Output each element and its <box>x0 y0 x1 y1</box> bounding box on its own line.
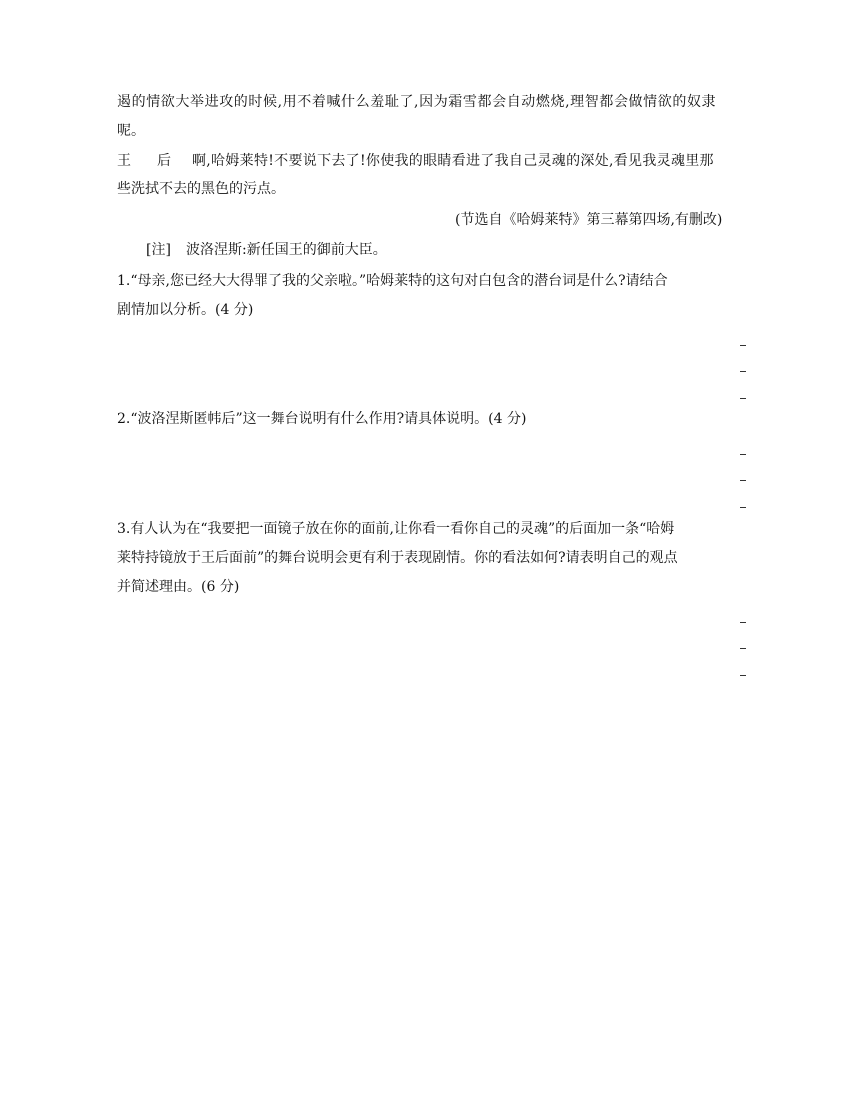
question-3-line-1: 3.有人认为在“我要把一面镜子放在你的面前,让你看一看你自己的灵魂”的后面加一条“哈姆 <box>117 521 675 537</box>
passage-line-1: 遏的情欲大举进攻的时候,用不着喊什么羞耻了,因为霜雪都会自动燃烧,理智都会做情欲的奴隶 <box>117 94 717 110</box>
answer-line[interactable] <box>740 398 746 399</box>
passage-line-2: 呢。 <box>117 123 145 139</box>
answer-line[interactable] <box>740 507 746 508</box>
answer-line[interactable] <box>740 345 746 346</box>
speaker-queen: 王后 <box>117 153 197 169</box>
queen-line-2: 些洗拭不去的黑色的污点。 <box>117 181 285 197</box>
answer-line[interactable] <box>740 675 746 676</box>
note-text: 波洛涅斯:新任国王的御前大臣。 <box>186 242 387 258</box>
source-citation: (节选自《哈姆莱特》第三幕第四场,有删改) <box>455 212 723 228</box>
question-2-line-1: 2.“波洛涅斯匿帏后”这一舞台说明有什么作用?请具体说明。(4 分) <box>117 411 527 427</box>
queen-line-1: 啊,哈姆莱特!不要说下去了!你使我的眼睛看进了我自己灵魂的深处,看见我灵魂里那 <box>192 153 714 169</box>
answer-line[interactable] <box>740 480 746 481</box>
answer-line[interactable] <box>740 622 746 623</box>
note-label: [注] <box>146 242 171 258</box>
question-1-line-1: 1.“母亲,您已经大大得罪了我的父亲啦。”哈姆莱特的这句对白包含的潜台词是什么?请结合 <box>117 273 668 289</box>
answer-line[interactable] <box>740 648 746 649</box>
question-3-line-2: 莱特持镜放于王后面前”的舞台说明会更有利于表现剧情。你的看法如何?请表明自己的观点 <box>117 550 678 566</box>
answer-line[interactable] <box>740 371 746 372</box>
answer-line[interactable] <box>740 454 746 455</box>
question-1-line-2: 剧情加以分析。(4 分) <box>117 302 254 318</box>
question-3-line-3: 并简述理由。(6 分) <box>117 579 240 595</box>
